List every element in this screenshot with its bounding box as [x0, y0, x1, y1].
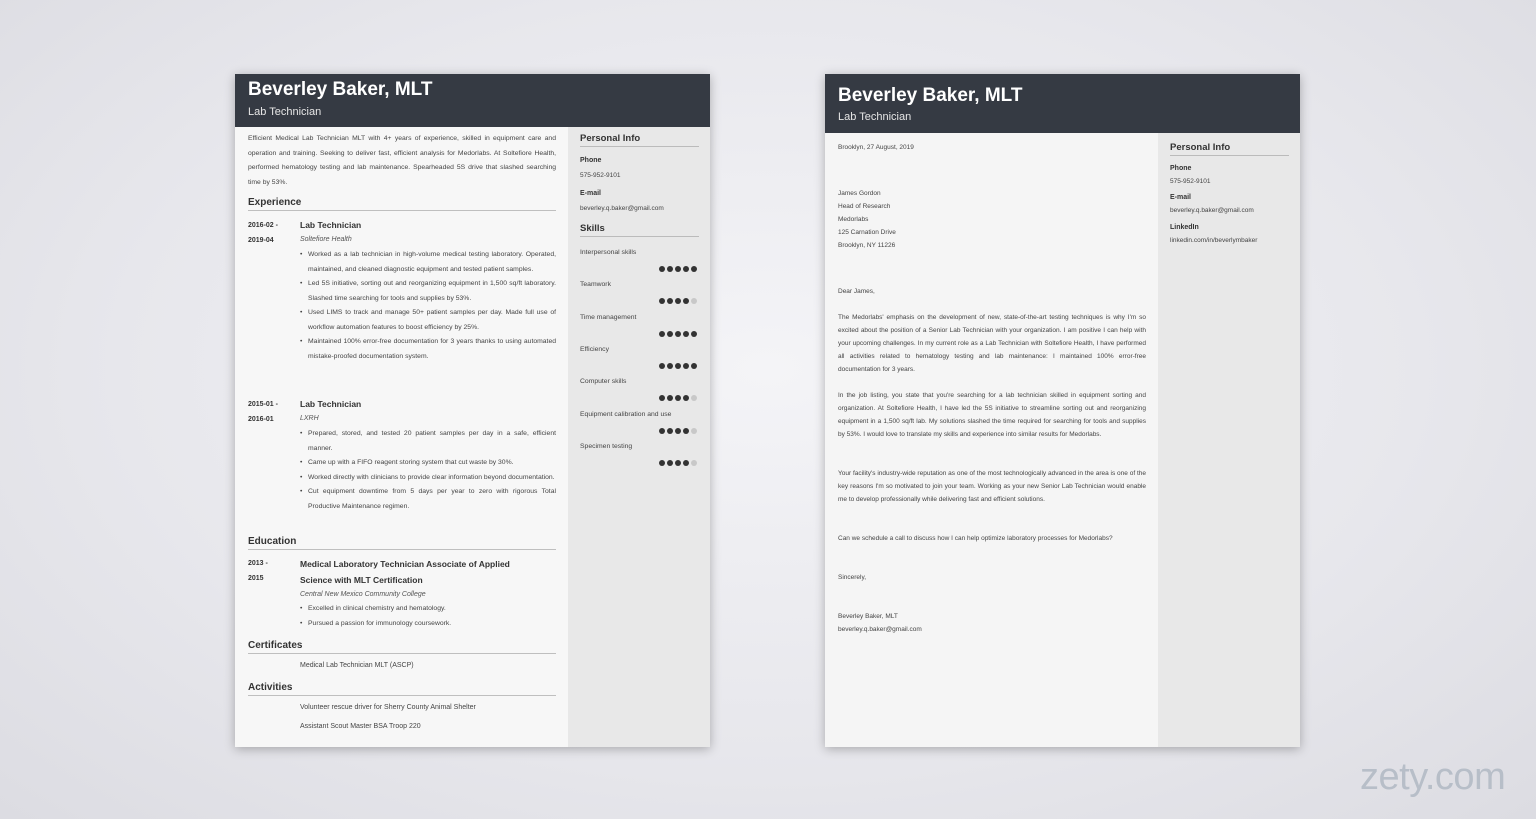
recipient-line: 125 Carnation Drive [838, 229, 896, 236]
rating-dot-empty [691, 428, 697, 434]
rating-dot-empty [691, 298, 697, 304]
rating-dot-filled [683, 266, 689, 272]
rating-dot-filled [675, 266, 681, 272]
activity-item: Volunteer rescue driver for Sherry County Animal Shelter [300, 704, 476, 711]
activity-item: Assistant Scout Master BSA Troop 220 [300, 723, 421, 730]
job-1-org: Soltefiore Health [300, 236, 352, 243]
resume-name: Beverley Baker, MLT [248, 79, 433, 100]
recipient-line: Head of Research [838, 203, 891, 210]
letter-personal-info-heading: Personal Info [1170, 142, 1289, 156]
rating-dot-filled [659, 460, 665, 466]
letter-paragraph: Your facility's industry-wide reputation as one of the most technologically advanced in the area is one of the key reasons I'm so motivated to join your team. Working as your new Senior Lab Technician would enable me to develop professionally while delivering fast and efficient solutions. [838, 470, 1146, 503]
rating-dot-filled [675, 363, 681, 369]
rating-dot-filled [667, 428, 673, 434]
rating-dot-filled [683, 331, 689, 337]
job-1-bullets [300, 248, 556, 364]
rating-dot-filled [667, 298, 673, 304]
job-1-role: Lab Technician [300, 220, 362, 230]
education-heading: Education [248, 536, 556, 550]
skill-rating [659, 428, 699, 434]
resume-header [235, 74, 710, 127]
job-1-date-to: 2019-04 [248, 237, 274, 244]
letter-date-line: Brooklyn, 27 August, 2019 [838, 144, 914, 151]
skill-rating [659, 460, 699, 466]
job-2-bullets [300, 427, 556, 514]
job-2-org: LXRH [300, 415, 319, 422]
phone-label: Phone [580, 157, 602, 164]
list-item: • Pursued a passion for immunology coursework. [300, 617, 556, 632]
rating-dot-filled [683, 428, 689, 434]
letter-email-label: E-mail [1170, 194, 1192, 201]
recipient-line: Brooklyn, NY 11226 [838, 242, 896, 249]
list-item: • Worked as a lab technician in high-volume medical testing laboratory. Operated, maintained, and cleaned diagnostic equipment and tested patient samples. [300, 248, 556, 277]
rating-dot-filled [691, 331, 697, 337]
email-value: beverley.q.baker@gmail.com [580, 205, 664, 212]
job-2-role: Lab Technician [300, 399, 362, 409]
rating-dot-filled [675, 460, 681, 466]
rating-dot-filled [667, 395, 673, 401]
skill-rating [659, 298, 699, 304]
list-item: • Used LIMS to track and manage 50+ patient samples per day. Made full use of workflow automation features to boost efficiency by 25%. [300, 306, 556, 335]
letter-name: Beverley Baker, MLT [838, 85, 1023, 106]
cover-letter-page [825, 74, 1300, 747]
skill-rating [659, 363, 699, 369]
letter-job-title: Lab Technician [838, 111, 912, 123]
rating-dot-filled [659, 266, 665, 272]
rating-dot-filled [683, 363, 689, 369]
list-item: • Prepared, stored, and tested 20 patient samples per day in a safe, efficient manner. [300, 427, 556, 456]
job-2-date-to: 2016-01 [248, 416, 274, 423]
letter-greeting: Dear James, [838, 288, 875, 295]
job-2-date-from: 2015-01 - [248, 401, 278, 408]
resume-summary: Efficient Medical Lab Technician MLT with 4+ years of experience, skilled in equipment care and operation and training. Seeking to deliver fast, efficient analysis for Medorlabs. At Soltefiore Health, performed hematology testing and lab maintenance. Spearheaded 5S drive that slashed searching time by 53%. [248, 135, 556, 186]
letter-linkedin-value: linkedin.com/in/beverlymbaker [1170, 237, 1258, 244]
certificates-heading: Certificates [248, 640, 556, 654]
letter-phone-value: 575-952-9101 [1170, 178, 1211, 185]
skill-rating [659, 331, 699, 337]
rating-dot-filled [659, 331, 665, 337]
experience-heading: Experience [248, 197, 556, 211]
list-item: • Came up with a FIFO reagent storing system that cut waste by 30%. [300, 456, 556, 471]
resume-sidebar [568, 127, 710, 747]
rating-dot-filled [659, 428, 665, 434]
rating-dot-filled [659, 298, 665, 304]
letter-paragraph: Can we schedule a call to discuss how I can help optimize laboratory processes for Medorlabs? [838, 535, 1113, 542]
skill-name: Interpersonal skills [580, 249, 637, 256]
letter-paragraph: In the job listing, you state that you're searching for a lab technician skilled in equipment sorting and organization. At Soltefiore Health, I have led the 5S initiative to streamline sorting out and reorganizing equipment in a 1,500 sq/ft lab. My solutions slashed the time required for searching for tools and supplies by 53%. I would love to translate my skills and experience into similar results for Medorlabs. [838, 392, 1146, 438]
letter-closing: Sincerely, [838, 574, 867, 581]
letter-header [825, 74, 1300, 133]
rating-dot-filled [659, 395, 665, 401]
recipient-line: Medorlabs [838, 216, 869, 223]
rating-dot-filled [667, 460, 673, 466]
list-item: • Worked directly with clinicians to provide clear information beyond documentation. [300, 471, 556, 486]
skill-name: Equipment calibration and use [580, 410, 672, 418]
letter-linkedin-label: LinkedIn [1170, 224, 1199, 231]
skill-name: Computer skills [580, 378, 627, 386]
letter-signature-email: beverley.q.baker@gmail.com [838, 626, 922, 633]
list-item: • Cut equipment downtime from 5 days per year to zero with rigorous Total Productive Maintenance regimen. [300, 485, 556, 514]
letter-sidebar [1158, 133, 1300, 747]
job-1-date-from: 2016-02 - [248, 222, 278, 229]
letter-signature-name: Beverley Baker, MLT [838, 613, 898, 620]
list-item: • Led 5S initiative, sorting out and reorganizing equipment in 1,500 sq/ft laboratory. Slashed time searching for tools and supplies by 53%. [300, 277, 556, 306]
rating-dot-filled [659, 363, 665, 369]
rating-dot-filled [675, 298, 681, 304]
rating-dot-filled [683, 395, 689, 401]
skill-rating [659, 266, 699, 272]
rating-dot-filled [683, 460, 689, 466]
zety-logo: zety.com [1360, 756, 1506, 798]
rating-dot-filled [675, 331, 681, 337]
skill-name: Specimen testing [580, 442, 633, 450]
rating-dot-filled [675, 428, 681, 434]
phone-value: 575-952-9101 [580, 172, 621, 179]
education-degree: Medical Laboratory Technician Associate of Applied Science with MLT Certification [300, 559, 510, 585]
email-label: E-mail [580, 190, 602, 197]
personal-info-heading: Personal Info [580, 133, 699, 147]
rating-dot-filled [675, 395, 681, 401]
rating-dot-filled [667, 363, 673, 369]
letter-email-value: beverley.q.baker@gmail.com [1170, 207, 1254, 214]
list-item: • Excelled in clinical chemistry and hematology. [300, 602, 556, 617]
education-bullets [300, 602, 556, 631]
rating-dot-filled [691, 363, 697, 369]
activities-heading: Activities [248, 682, 556, 696]
education-date-from: 2013 - [248, 560, 268, 567]
education-school: Central New Mexico Community College [300, 591, 426, 598]
rating-dot-filled [683, 298, 689, 304]
list-item: • Maintained 100% error-free documentation for 3 years thanks to using automated mistake-proofed documentation system. [300, 335, 556, 364]
education-date-to: 2015 [248, 575, 264, 582]
rating-dot-empty [691, 395, 697, 401]
letter-phone-label: Phone [1170, 165, 1192, 172]
resume-page [235, 74, 710, 747]
rating-dot-filled [691, 266, 697, 272]
skill-name: Time management [580, 313, 637, 321]
certificate-item: Medical Lab Technician MLT (ASCP) [300, 662, 414, 669]
skill-name: Efficiency [580, 345, 609, 353]
letter-paragraph: The Medorlabs' emphasis on the development of new, state-of-the-art testing techniques is why I'm so excited about the position of a Senior Lab Technician with your organization. I am positive I can help with your upcoming challenges. In my current role as a Lab Technician with Soltefiore Health, I have performed all activities related to hematology testing and lab maintenance: I maintained 100% error-free documentation for 3 years. [838, 314, 1146, 373]
skill-rating [659, 395, 699, 401]
skill-name: Teamwork [580, 281, 611, 289]
resume-job-title: Lab Technician [248, 106, 322, 118]
rating-dot-filled [667, 331, 673, 337]
rating-dot-filled [667, 266, 673, 272]
skills-heading: Skills [580, 223, 699, 237]
recipient-line: James Gordon [838, 190, 881, 197]
rating-dot-empty [691, 460, 697, 466]
